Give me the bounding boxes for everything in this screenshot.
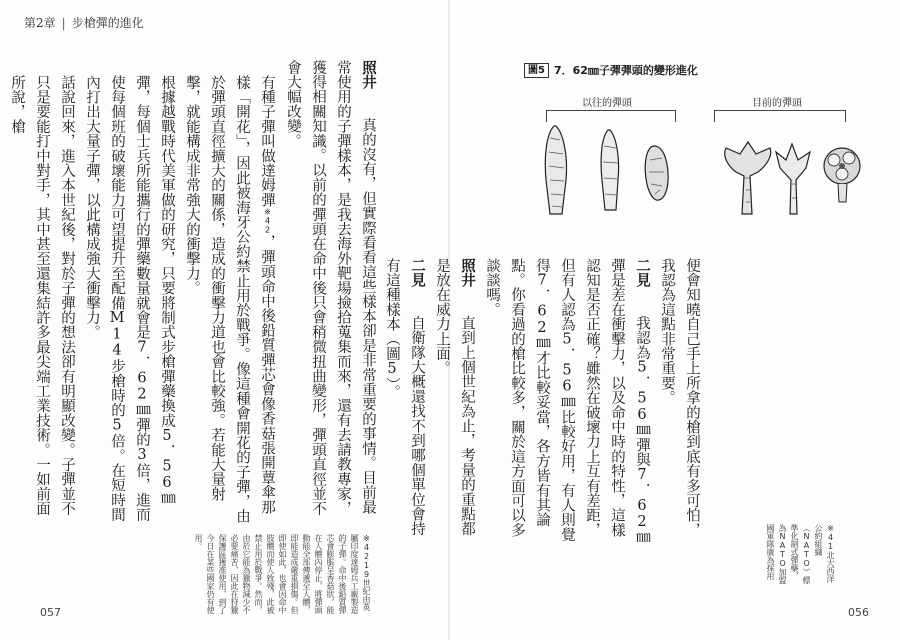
footnote-text: 19世紀由英屬印度達姆兵工廠製造的子彈。命中後鉛質彈芯會膨脹呈香菇狀，能在人體內停止，將彈頭動能全部傳遞至人體，即能造成嚴重損傷。但即使如此，也會因命中肢體而使人致殘，此被禁止用於戰爭。然而，由於它能為獵物減少不必要痛苦，因此在狩獵保護區獲准使用，到了今日在某些國家仍有使用。 — [194, 534, 371, 614]
paragraph — [379, 258, 429, 548]
footnote-41 — [740, 524, 836, 584]
figure-5 — [450, 0, 900, 250]
footnote-text: 北大西洋公約組織（NATO）標準化制式彈藥，為NATO加盟國軍隊廣為採用 — [766, 524, 835, 584]
chapter-title: 步槍彈的進化 — [71, 16, 144, 30]
page-number: 057 — [40, 606, 61, 619]
page-number: 056 — [848, 606, 869, 619]
running-header — [24, 14, 144, 31]
figure-tag: 圖5 — [524, 63, 549, 78]
paragraph-text: 我認為5．56㎜彈與7．62㎜彈是差在衝擊力，以及命中時的特性，這樣認知是否正確？雖然在破壞力上互有差距，但有人認為5．56㎜比較好用，有人則覺得7．62㎜才比較妥當，各方皆有其論點。你看過的槍比較多，關於這方面可以多談談嗎。 — [484, 258, 650, 546]
old-bullet-1-icon — [545, 126, 566, 214]
speaker-label: 照井 — [360, 60, 376, 90]
new-bullet-2-fragmented-icon — [776, 144, 810, 214]
paragraph-text: 便會知曉自己手上所拿的槍到底有多可怕，我認為這點非常重要。 — [659, 258, 700, 538]
paragraph-text: 直到上個世紀為止，考量的重點都是放在威力上面。 — [434, 258, 475, 537]
paragraph — [429, 258, 479, 548]
chapter-label: 第2章 — [24, 16, 56, 30]
left-body-text — [9, 60, 380, 524]
paragraph — [4, 75, 79, 525]
label-old-bullets: 以往的彈頭 — [582, 98, 632, 109]
footnote-label: ※41 — [826, 524, 835, 551]
bullet-illustrations — [450, 118, 900, 228]
right-page — [384, 0, 900, 640]
old-bullet-2-icon — [601, 130, 619, 210]
paragraph-text: 根據越戰時代美軍做的研究，只要將制式步槍彈藥換成5．56㎜彈，每個士兵所能攜行的彈藥數量就會是7．62㎜彈的3倍，進而使每個班的破壞能力可望提升至配備M14步槍時的5倍。在短時間內打出大量子彈，以此構成強大衝擊力。 — [84, 74, 175, 522]
footnote-reference[interactable]: ※42 — [263, 206, 272, 235]
paragraph-text: 真的沒有，但實際看看這些樣本卻是非常重要的事情。目前最常使用的子彈樣本，是我去海外靶場撿拾蒐集而來，還有去請教專家，獲得相關知識。以前的彈頭在命中後只會稍微扭曲變形，彈頭直徑並不會大幅改變。 — [285, 60, 376, 516]
paragraph — [479, 258, 654, 548]
speaker-label: 二見 — [634, 258, 650, 288]
header-divider: | — [61, 16, 66, 30]
paragraph — [79, 75, 179, 525]
new-bullet-1-expanded-icon — [725, 142, 771, 214]
paragraph-text: 話說回來，進入本世紀後，對於子彈的想法卻有明顯改變。子彈並不只是要能打中對手，其中甚至還集結許多最尖端工業技術。一如前面所說，槍 — [9, 74, 75, 516]
paragraph — [654, 258, 704, 548]
speaker-label: 照井 — [459, 258, 475, 288]
footnote-42 — [194, 534, 372, 618]
old-bullet-3-deformed-icon — [645, 146, 668, 200]
paragraph-text: 自衛隊大概還找不到哪個單位會持有這種樣本（圖5）。 — [384, 258, 425, 537]
right-body-text — [384, 258, 704, 548]
paragraph — [179, 75, 280, 525]
speaker-label: 二見 — [409, 258, 425, 288]
paragraph — [280, 60, 380, 524]
footnote-label: ※42 — [362, 534, 371, 561]
new-bullet-3-mushroom-icon — [824, 148, 860, 202]
figure-caption — [524, 62, 698, 78]
label-new-bullets: 目前的彈頭 — [752, 98, 802, 109]
paragraph-text: ，彈頭命中後鉛質彈芯會像香菇張開蕈傘那樣「開花」，因此被海牙公約禁止用於戰爭。像這種會開花的子彈，由於彈頭直徑擴大的關係，造成的衝擊力道也會比較強。若能大量射擊，就能構成非常強大的衝擊力。 — [184, 74, 275, 523]
figure-title: 7．62㎜子彈彈頭的變形進化 — [553, 64, 698, 77]
paragraph-text: 有種子彈叫做達姆彈 — [259, 74, 275, 207]
